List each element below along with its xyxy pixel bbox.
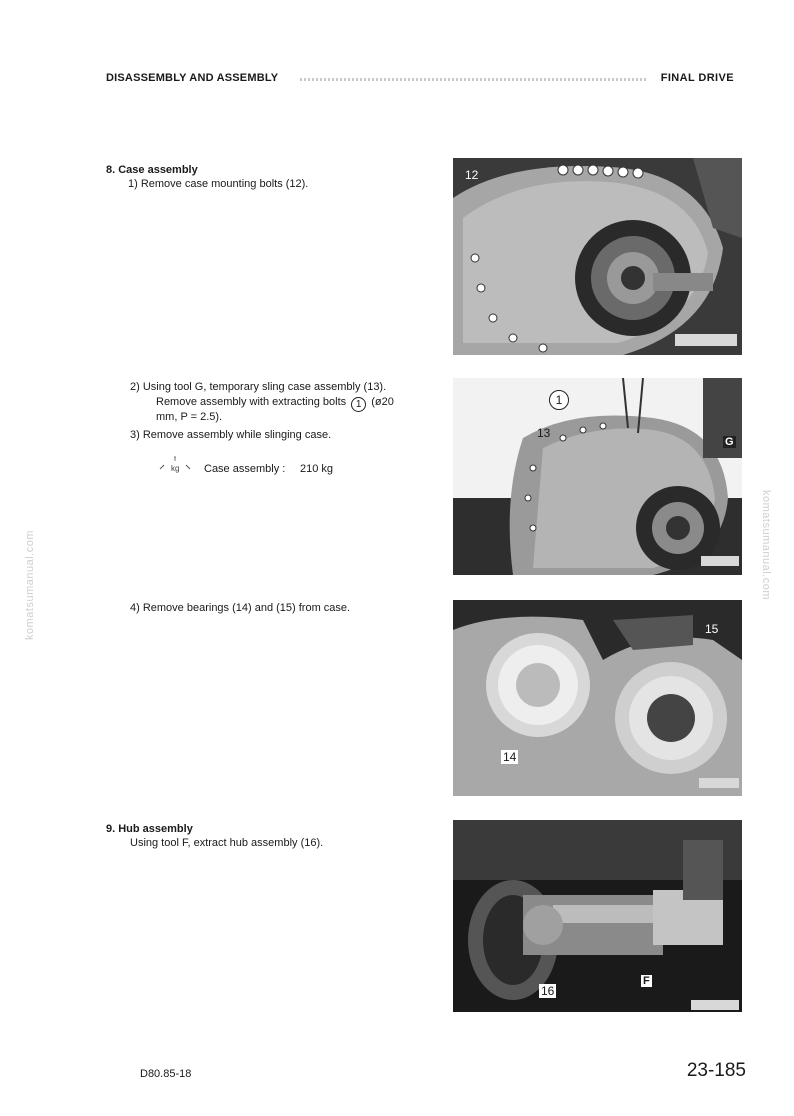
header-chapter: FINAL DRIVE [660, 72, 734, 84]
callout-16: 16 [541, 984, 555, 998]
header-divider [300, 78, 648, 81]
photo-hub-assembly [453, 820, 742, 1012]
footer-model: D80.85-18 [140, 1068, 192, 1080]
step-8-2a: 2) Using tool G, temporary sling case assembly (13). [130, 381, 387, 393]
header-section: DISASSEMBLY AND ASSEMBLY [106, 72, 279, 84]
watermark-right: komatsumanual.com [760, 490, 772, 600]
page-number: 23-185 [686, 1060, 746, 1081]
step-8-title: 8. Case assembly [106, 164, 198, 176]
step-9-1: Using tool F, extract hub assembly (16). [130, 837, 324, 849]
callout-15: 15 [705, 622, 719, 636]
step-8-2b-text: Remove assembly with extracting bolts [156, 396, 347, 408]
weight-unit: kg [171, 464, 180, 473]
weight-value: 210 kg [300, 463, 334, 475]
photo-bearings [453, 600, 742, 796]
callout-12: 12 [465, 168, 479, 182]
callout-f: F [643, 975, 650, 987]
step-9-title: 9. Hub assembly [106, 823, 193, 835]
weight-label: Case assembly : [204, 463, 286, 475]
callout-circle-1-photo: 1 [549, 390, 569, 410]
step-8-2c: mm, P = 2.5). [156, 411, 223, 423]
callout-13: 13 [537, 426, 551, 440]
photo-sling-case [453, 378, 742, 575]
watermark-left: komatsumanual.com [24, 530, 36, 640]
step-8-3: 3) Remove assembly while slinging case. [130, 429, 332, 441]
step-8-1: 1) Remove case mounting bolts (12). [128, 178, 309, 190]
callout-14: 14 [503, 750, 517, 764]
weight-icon [156, 455, 194, 479]
step-8-4: 4) Remove bearings (14) and (15) from case. [130, 602, 351, 614]
photo-case-bolts [453, 158, 742, 355]
callout-g: G [725, 436, 734, 448]
step-8-2b-dim: (ø20 [371, 396, 394, 408]
callout-circle-1: 1 [351, 397, 366, 412]
